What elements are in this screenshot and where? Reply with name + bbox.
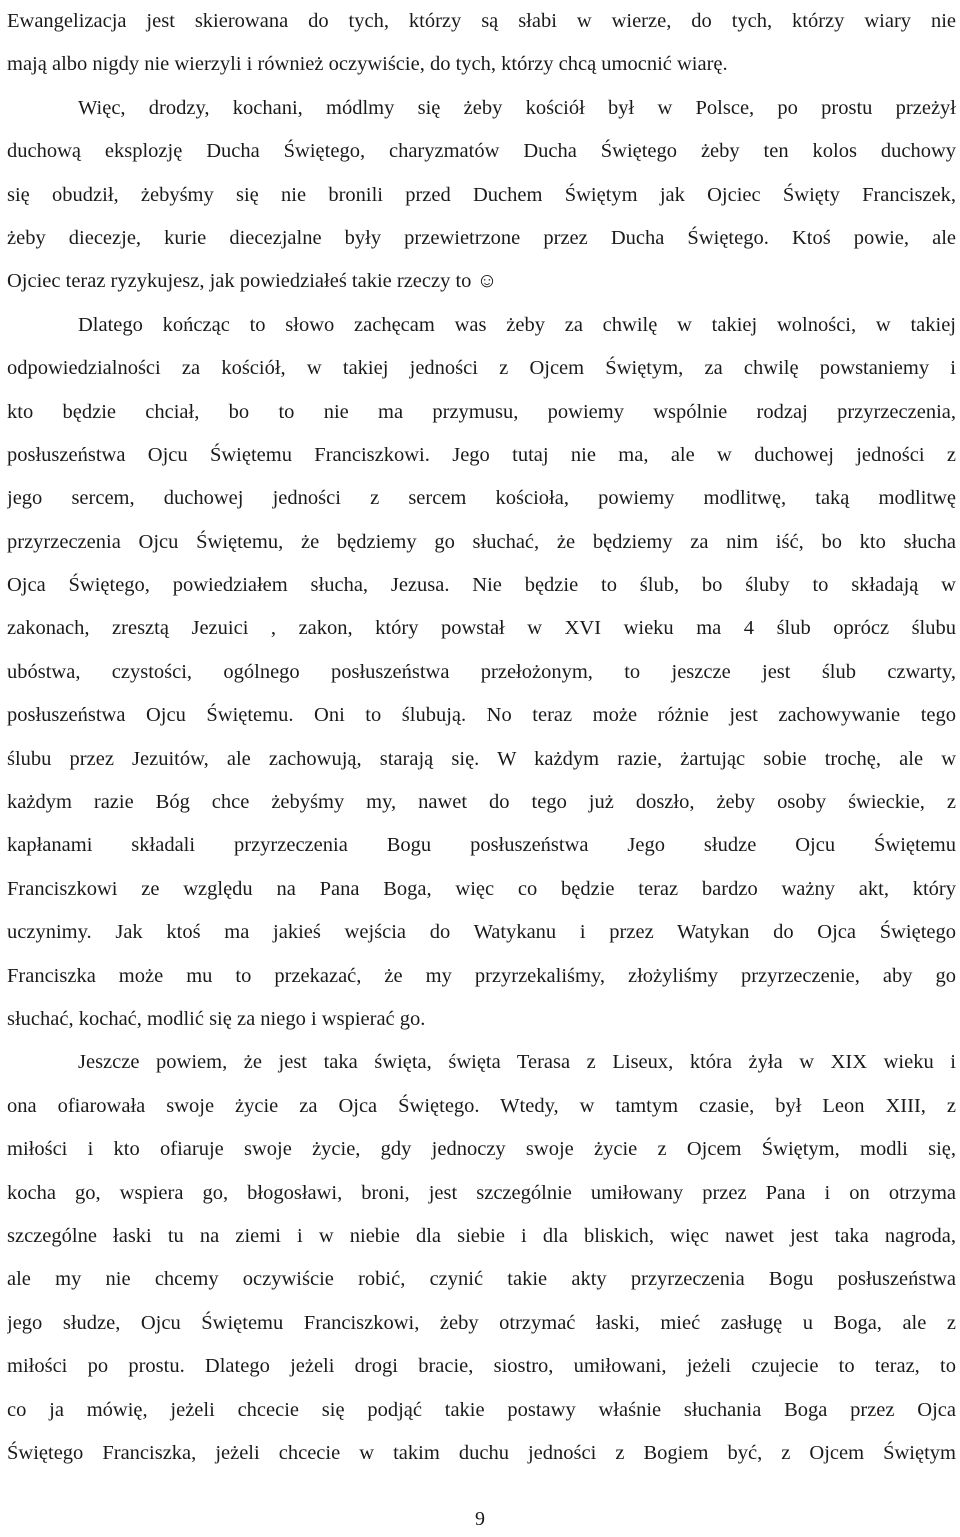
text-line: co ja mówię, jeżeli chcecie się podjąć takie postawy właśnie słuchania Boga przez Ojca: [7, 1398, 956, 1421]
text-line: uczynimy. Jak ktoś ma jakieś wejścia do Watykanu i przez Watykan do Ojca Świętego: [7, 921, 956, 944]
text-line: się obudził, żebyśmy się nie bronili przed Duchem Świętym jak Ojciec Święty Franciszek,: [7, 183, 956, 206]
text-line: ale my nie chcemy oczywiście robić, czynić takie akty przyrzeczenia Bogu posłuszeństwa: [7, 1268, 956, 1291]
text-line: Ojciec teraz ryzykujesz, jak powiedziałeś takie rzeczy to ☺: [7, 270, 498, 293]
text-line: zakonach, zresztą Jezuici , zakon, który powstał w XVI wieku ma 4 ślub oprócz ślubu: [7, 617, 956, 640]
text-line: mają albo nigdy nie wierzyli i również oczywiście, do tych, którzy chcą umocnić wiarę.: [7, 53, 728, 76]
text-line: miłości i kto ofiaruje swoje życie, gdy jednoczy swoje życie z Ojcem Świętym, modli się,: [7, 1138, 956, 1161]
text-line: odpowiedzialności za kościół, w takiej jedności z Ojcem Świętym, za chwilę powstaniemy i: [7, 357, 956, 380]
text-line: ubóstwa, czystości, ogólnego posłuszeństwa przełożonym, to jeszcze jest ślub czwarty,: [7, 660, 956, 683]
text-line: jego słudze, Ojcu Świętemu Franciszkowi, żeby otrzymać łaski, mieć zasługę u Boga, ale z: [7, 1311, 956, 1334]
text-line: Dlatego kończąc to słowo zachęcam was żeby za chwilę w takiej wolności, w takiej: [78, 313, 956, 336]
text-line: ślubu przez Jezuitów, ale zachowują, starają się. W każdym razie, żartując sobie trochę, ale w: [7, 747, 956, 770]
text-line: Jeszcze powiem, że jest taka święta, święta Terasa z Liseux, która żyła w XIX wieku i: [78, 1051, 956, 1074]
text-line: Więc, drodzy, kochani, módlmy się żeby kościół był w Polsce, po prostu przeżył: [78, 96, 956, 119]
text-line: Ewangelizacja jest skierowana do tych, którzy są słabi w wierze, do tych, którzy wiary nie: [7, 10, 956, 32]
document-body: [7, 0, 956, 1475]
text-line: posłuszeństwa Ojcu Świętemu Franciszkowi. Jego tutaj nie ma, ale w duchowej jedności z: [7, 443, 956, 466]
text-line: Ojca Świętego, powiedziałem słucha, Jezusa. Nie będzie to ślub, bo śluby to składają w: [7, 574, 956, 597]
text-line: duchową eksplozję Ducha Świętego, charyzmatów Ducha Świętego żeby ten kolos duchowy: [7, 140, 956, 163]
text-line: przyrzeczenia Ojcu Świętemu, że będziemy go słuchać, że będziemy za nim iść, bo kto słucha: [7, 530, 956, 553]
text-line: miłości po prostu. Dlatego jeżeli drogi bracie, siostro, umiłowani, jeżeli czujecie to teraz, to: [7, 1355, 956, 1378]
text-line: słuchać, kochać, modlić się za niego i wspierać go.: [7, 1007, 426, 1030]
text-line: kto będzie chciał, bo to nie ma przymusu, powiemy wspólnie rodzaj przyrzeczenia,: [7, 400, 956, 423]
text-line: Świętego Franciszka, jeżeli chcecie w takim duchu jedności z Bogiem być, z Ojcem Świętym: [7, 1441, 956, 1464]
text-line: każdym razie Bóg chce żebyśmy my, nawet do tego już doszło, żeby osoby świeckie, z: [7, 791, 956, 814]
text-line: kapłanami składali przyrzeczenia Bogu posłuszeństwa Jego słudze Ojcu Świętemu: [7, 834, 956, 857]
text-line: ona ofiarowała swoje życie za Ojca Świętego. Wtedy, w tamtym czasie, był Leon XIII, z: [7, 1094, 956, 1117]
text-line: kocha go, wspiera go, błogosławi, broni, jest szczególnie umiłowany przez Pana i on otrzyma: [7, 1181, 956, 1204]
text-line: szczególne łaski tu na ziemi i w niebie dla siebie i dla bliskich, więc nawet jest taka nagroda,: [7, 1224, 956, 1247]
text-line: Franciszka może mu to przekazać, że my przyrzekaliśmy, złożyliśmy przyrzeczenie, aby go: [7, 964, 956, 987]
text-line: żeby diecezje, kurie diecezjalne były przewietrzone przez Ducha Świętego. Ktoś powie, ale: [7, 226, 956, 249]
text-line: Franciszkowi ze względu na Pana Boga, więc co będzie teraz bardzo ważny akt, który: [7, 877, 956, 900]
page-number: 9: [475, 1508, 485, 1530]
text-line: jego sercem, duchowej jedności z sercem kościoła, powiemy modlitwę, taką modlitwę: [7, 487, 956, 510]
text-line: posłuszeństwa Ojcu Świętemu. Oni to ślubują. No teraz może różnie jest zachowywanie tego: [7, 704, 956, 727]
